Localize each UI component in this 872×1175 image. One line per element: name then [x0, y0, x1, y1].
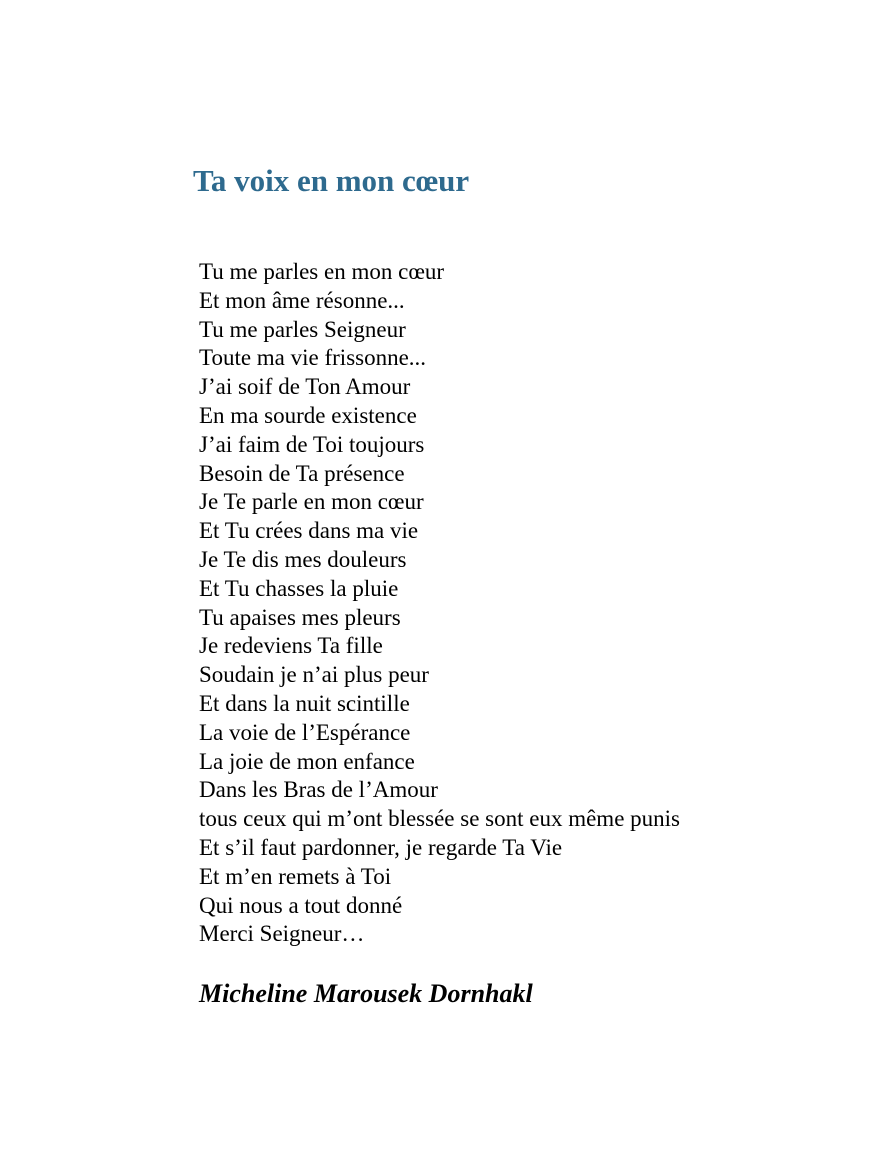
- poem-body: [199, 258, 680, 949]
- poem-line: tous ceux qui m’ont blessée se sont eux même punis: [199, 806, 681, 832]
- poem-line: J’ai faim de Toi toujours: [199, 431, 425, 457]
- poem-line: Et m’en remets à Toi: [199, 863, 392, 889]
- poem-line: Et dans la nuit scintille: [199, 690, 410, 716]
- poem-line: Je redeviens Ta fille: [199, 633, 383, 659]
- poem-line: Toute ma vie frissonne...: [199, 345, 427, 371]
- poem-line: La voie de l’Espérance: [199, 719, 411, 745]
- poem-line: Tu me parles Seigneur: [199, 316, 406, 342]
- poem-line: Soudain je n’ai plus peur: [199, 662, 429, 688]
- poem-line: Dans les Bras de l’Amour: [199, 777, 438, 803]
- poem-author: Micheline Marousek Dornhakl: [199, 979, 533, 1008]
- poem-line: Je Te parle en mon cœur: [199, 489, 424, 515]
- poem-line: La joie de mon enfance: [199, 748, 415, 774]
- poem-line: Et Tu crées dans ma vie: [199, 518, 419, 544]
- poem-line: Tu me parles en mon cœur: [199, 259, 445, 284]
- poem-line: J’ai soif de Ton Amour: [199, 374, 411, 400]
- poem-line: Merci Seigneur…: [199, 921, 365, 947]
- poem-line: Tu apaises mes pleurs: [199, 604, 401, 630]
- poem-title: Ta voix en mon cœur: [193, 163, 470, 198]
- poem-line: Et s’il faut pardonner, je regarde Ta Vie: [199, 834, 563, 860]
- poem-line: Et Tu chasses la pluie: [199, 575, 399, 601]
- poem-line: En ma sourde existence: [199, 402, 417, 428]
- poem-line: Qui nous a tout donné: [199, 892, 403, 918]
- poem-line: Besoin de Ta présence: [199, 460, 405, 486]
- poem-line: Je Te dis mes douleurs: [199, 546, 407, 572]
- poem-line: Et mon âme résonne...: [199, 287, 405, 313]
